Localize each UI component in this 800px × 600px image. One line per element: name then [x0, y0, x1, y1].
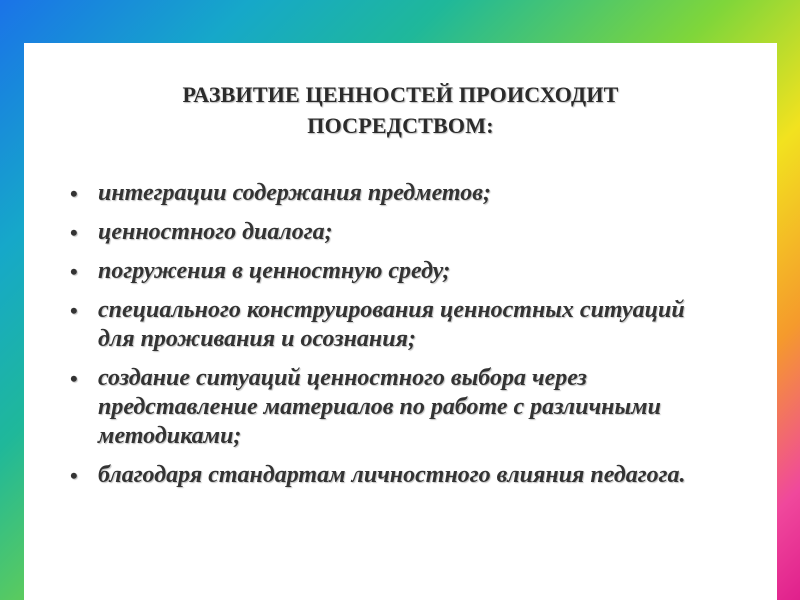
- slide-panel: [24, 43, 777, 600]
- slide-title-line-1: РАЗВИТИЕ ЦЕННОСТЕЙ ПРОИСХОДИТ: [182, 82, 619, 107]
- bullet-dot-icon: •: [70, 259, 78, 284]
- bullet-item: [70, 218, 720, 247]
- bullet-text: благодаря стандартам личностного влияния педагога.: [98, 462, 686, 488]
- bullet-text: создание ситуаций ценностного выбора через представление материалов по работе с различными методиками;: [98, 365, 661, 449]
- bullet-item: [70, 296, 720, 354]
- slide-title: [24, 79, 777, 141]
- bullet-item: [70, 179, 720, 208]
- slide-title-line-2: ПОСРЕДСТВОМ:: [307, 113, 494, 138]
- bullet-list: [70, 179, 720, 500]
- bullet-text: погружения в ценностную среду;: [98, 258, 451, 284]
- bullet-dot-icon: •: [70, 220, 78, 245]
- bullet-dot-icon: •: [70, 366, 78, 391]
- bullet-dot-icon: •: [70, 298, 78, 323]
- bullet-text: интеграции содержания предметов;: [98, 180, 491, 206]
- bullet-dot-icon: •: [70, 463, 78, 488]
- bullet-text: ценностного диалога;: [98, 219, 333, 245]
- bullet-item: [70, 257, 720, 286]
- bullet-item: [70, 364, 720, 451]
- bullet-dot-icon: •: [70, 181, 78, 206]
- bullet-item: [70, 461, 720, 490]
- bullet-text: специального конструирования ценностных ситуаций для проживания и осознания;: [98, 297, 685, 352]
